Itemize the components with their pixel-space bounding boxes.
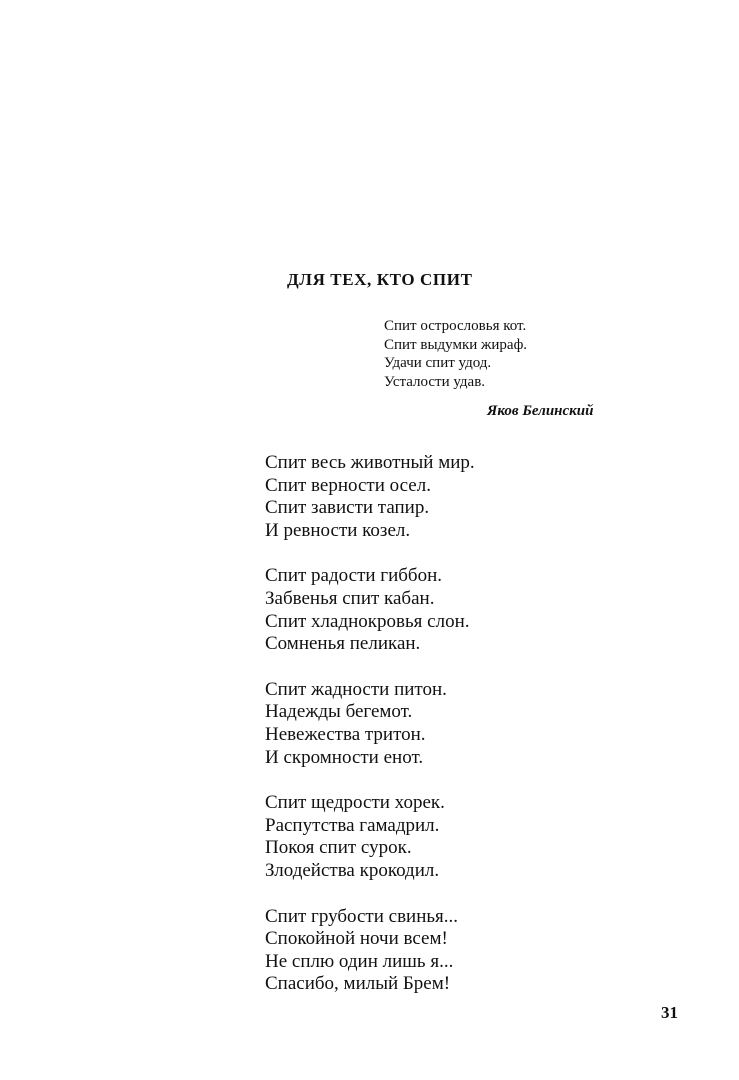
poem-line: Спокойной ночи всем! xyxy=(265,928,448,950)
poem-title: ДЛЯ ТЕХ, КТО СПИТ xyxy=(287,270,473,289)
poem-body xyxy=(265,452,475,1019)
poem-line: Спит радости гиббон. xyxy=(265,565,443,587)
poem-line: Забвенья спит кабан. xyxy=(265,587,435,609)
epigraph-line: Спит выдумки жираф. xyxy=(384,336,528,353)
poem-line: Покоя спит сурок. xyxy=(265,837,412,859)
poem-line: Распутства гамадрил. xyxy=(265,814,440,836)
poem-line: Спит щедрости хорек. xyxy=(265,792,445,814)
epigraph-line: Усталости удав. xyxy=(384,373,486,390)
poem-line: И скромности енот. xyxy=(265,746,424,768)
stanza-2 xyxy=(265,565,475,655)
poem-line: Спит хладнокровья слон. xyxy=(265,610,470,632)
poem-line: Не сплю один лишь я... xyxy=(265,950,454,972)
poem-line: Спит весь животный мир. xyxy=(265,452,475,473)
stanza-5 xyxy=(265,906,475,996)
stanza-3 xyxy=(265,679,475,769)
poem-line: Спит зависти тапир. xyxy=(265,497,430,519)
epigraph-author: Яков Белинский xyxy=(487,403,594,419)
poem-line: Надежды бегемот. xyxy=(265,701,413,723)
poem-line: И ревности козел. xyxy=(265,519,411,541)
epigraph xyxy=(384,317,527,391)
poem-line: Спит жадности питон. xyxy=(265,678,447,700)
poem-line: Сомненья пеликан. xyxy=(265,633,421,655)
poem-line: Спасибо, милый Брем! xyxy=(265,973,451,995)
stanza-4 xyxy=(265,792,475,882)
epigraph-line: Спит острословья кот. xyxy=(384,318,527,334)
epigraph-line: Удачи спит удод. xyxy=(384,355,492,371)
page-number: 31 xyxy=(661,1003,678,1022)
poem-line: Спит верности осел. xyxy=(265,474,431,496)
stanza-1 xyxy=(265,452,475,542)
poem-line: Злодейства крокодил. xyxy=(265,859,440,881)
poem-line: Невежества тритон. xyxy=(265,723,426,745)
poem-line: Спит грубости свинья... xyxy=(265,905,459,927)
